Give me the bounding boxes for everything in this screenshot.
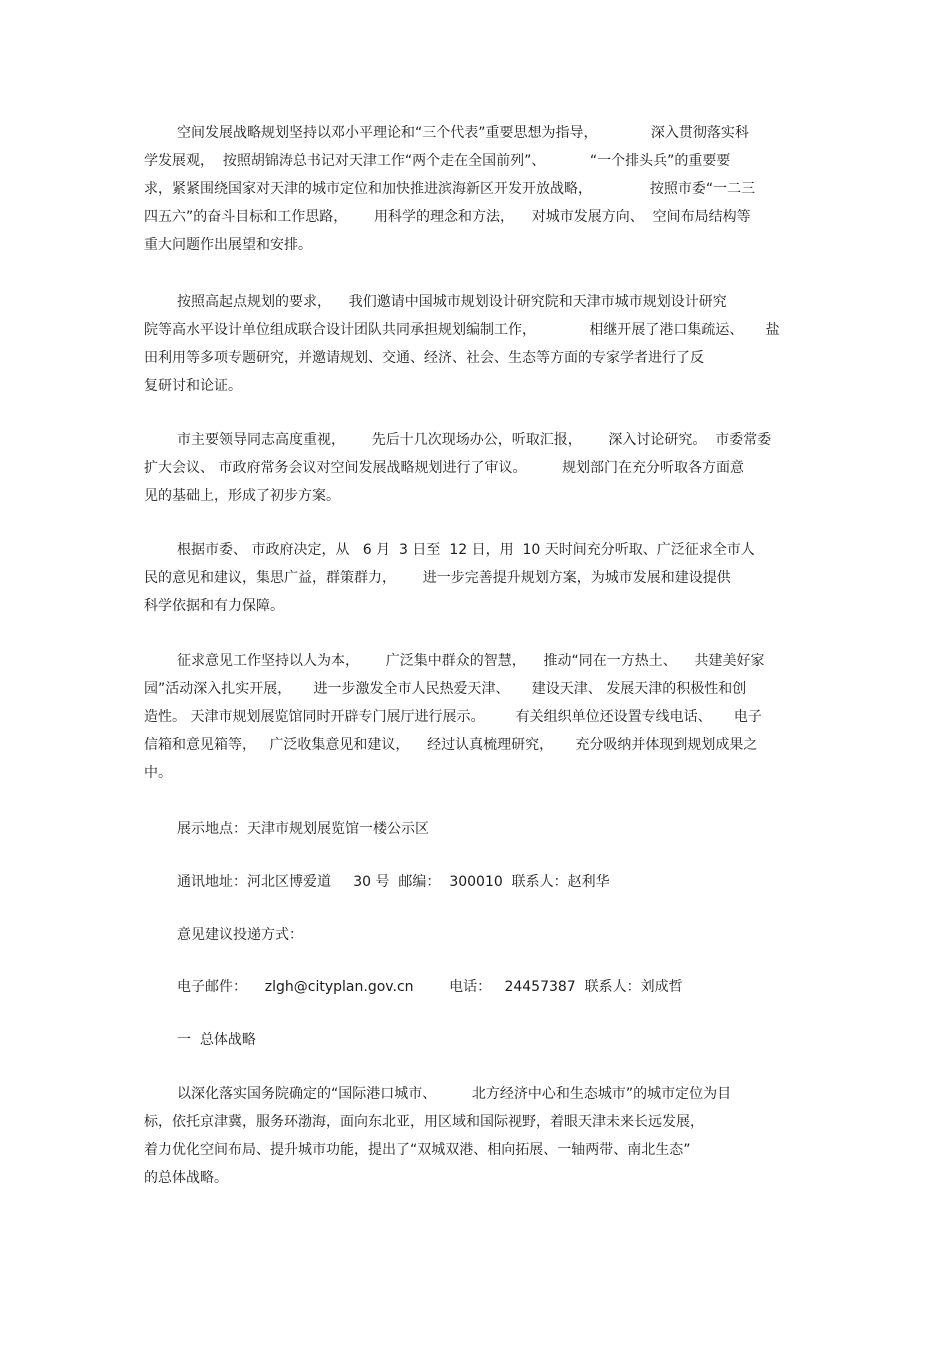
exhibition-location: 展示地点：天津市规划展览馆一楼公示区 — [177, 821, 429, 837]
text-line: 学发展观， 按照胡锦涛总书记对天津工作“两个走在全国前列”、 “一个排头兵”的重要要 — [144, 153, 731, 169]
paragraph-overall-strategy — [144, 1080, 814, 1192]
text-line: 标，依托京津冀，服务环渤海，面向东北亚，用区域和国际视野，着眼天津未来长远发展， — [144, 1114, 704, 1130]
text-line: 根据市委、 市政府决定，从 6 月 3 日至 12 日，用 10 天时间充分听取、广泛征求全市人 — [177, 542, 755, 558]
text-line: 院等高水平设计单位组成联合设计团队共同承担规划编制工作， 相继开展了港口集疏运、 盐 — [144, 322, 780, 338]
text-line: 的总体战略。 — [144, 1170, 228, 1186]
text-line: 市主要领导同志高度重视， 先后十几次现场办公，听取汇报， 深入讨论研究。 市委常委 — [177, 432, 772, 448]
text-line: 扩大会议、 市政府常务会议对空间发展战略规划进行了审议。 规划部门在充分听取各方面意 — [144, 460, 745, 476]
paragraph-opinion-collection — [144, 647, 814, 787]
submission-methods-heading: 意见建议投递方式： — [177, 927, 303, 943]
paragraph-public-consultation — [144, 536, 814, 620]
text-line: 空间发展战略规划坚持以邓小平理论和“三个代表”重要思想为指导， 深入贯彻落实科 — [177, 125, 749, 141]
text-line: 求，紧紧围绕国家对天津的城市定位和加快推进滨海新区开发开放战略， 按照市委“一二三 — [144, 181, 756, 197]
text-line: 信箱和意见箱等， 广泛收集意见和建议， 经过认真梳理研究， 充分吸纳并体现到规划成果之 — [144, 737, 758, 753]
text-line: 见的基础上，形成了初步方案。 — [144, 488, 340, 504]
text-line: 造性。 天津市规划展览馆同时开辟专门展厅进行展示。 有关组织单位还设置专线电话、 电子 — [144, 709, 762, 725]
section-heading-overall-strategy: 一 总体战略 — [177, 1032, 256, 1048]
paragraph-planning-team — [144, 288, 814, 400]
text-line: 重大问题作出展望和安排。 — [144, 237, 312, 253]
text-line: 四五六”的奋斗目标和工作思路， 用科学的理念和方法， 对城市发展方向、 空间布局结构等 — [144, 209, 751, 225]
text-line: 田利用等多项专题研究，并邀请规划、交通、经济、社会、生态等方面的专家学者进行了反 — [144, 350, 704, 366]
paragraph-strategy-guidance — [144, 119, 814, 259]
text-line: 着力优化空间布局、提升城市功能，提出了“双城双港、相向拓展、一轴两带、南北生态” — [144, 1142, 691, 1158]
text-line: 园”活动深入扎实开展， 进一步激发全市人民热爱天津、 建设天津、 发展天津的积极性和创 — [144, 681, 747, 697]
mailing-address: 通讯地址：河北区博爱道 30 号 邮编： 300010 联系人：赵利华 — [177, 874, 610, 890]
paragraph-leadership-review — [144, 426, 814, 510]
text-line: 民的意见和建议，集思广益，群策群力， 进一步完善提升规划方案，为城市发展和建设提供 — [144, 570, 731, 586]
text-line: 科学依据和有力保障。 — [144, 598, 284, 614]
text-line: 以深化落实国务院确定的“国际港口城市、 北方经济中心和生态城市”的城市定位为目 — [177, 1086, 732, 1102]
text-line: 征求意见工作坚持以人为本， 广泛集中群众的智慧， 推动“同在一方热土、 共建美好家 — [177, 653, 765, 669]
text-line: 按照高起点规划的要求， 我们邀请中国城市规划设计研究院和天津市城市规划设计研究 — [177, 294, 727, 310]
text-line: 中。 — [144, 765, 172, 781]
text-line: 复研讨和论证。 — [144, 378, 242, 394]
contact-email-phone: 电子邮件： zlgh@cityplan.gov.cn 电话： 24457387 联系人：刘成哲 — [177, 979, 683, 995]
